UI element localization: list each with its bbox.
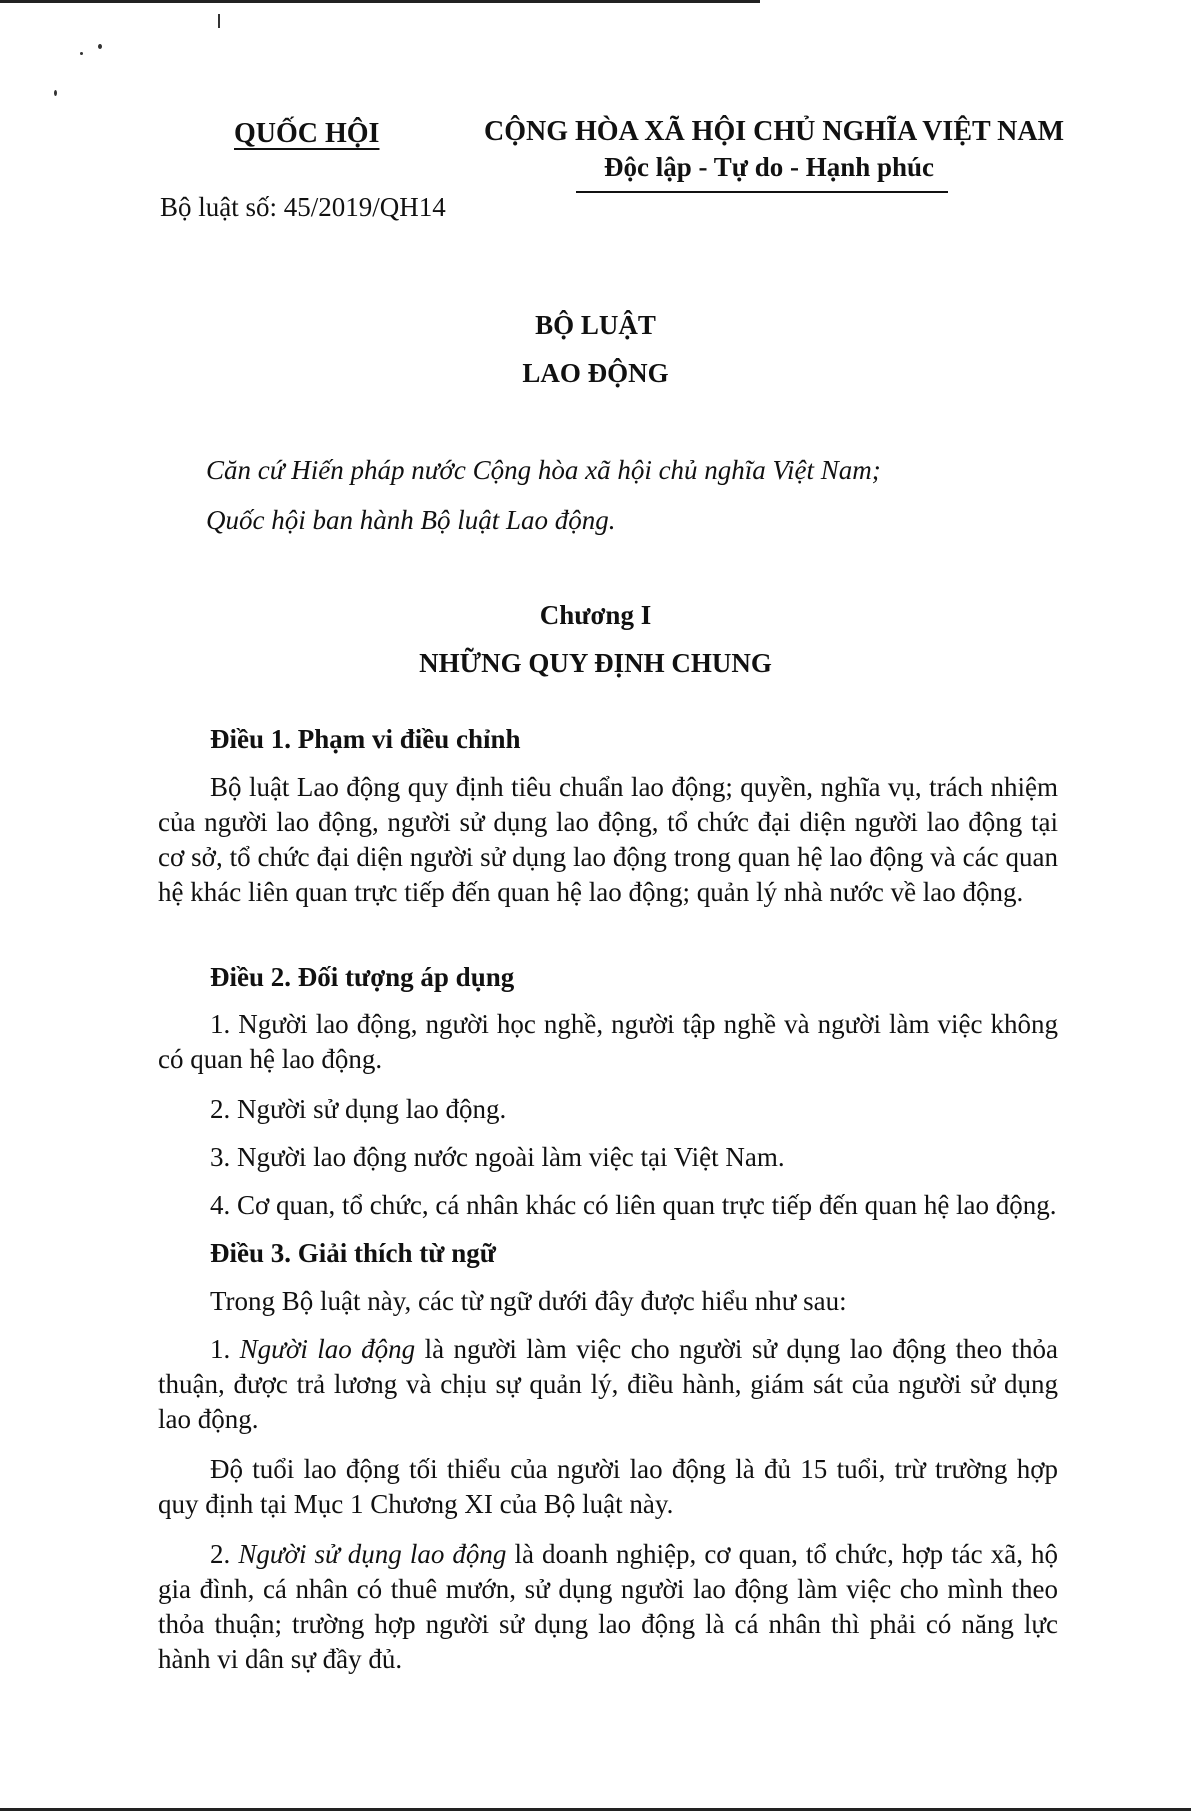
issuer-title: QUỐC HỘI	[234, 118, 380, 149]
article3-intro	[158, 1284, 1058, 1319]
defined-term: Người lao động	[239, 1334, 416, 1364]
article3-intro-text: Trong Bộ luật này, các từ ngữ dưới đây được hiểu như sau:	[210, 1286, 847, 1316]
national-motto: Độc lập - Tự do - Hạnh phúc	[604, 152, 935, 182]
law-number: Bộ luật số: 45/2019/QH14	[160, 192, 446, 222]
list-item: 2. Người sử dụng lao động.	[210, 1094, 507, 1124]
scan-speck	[80, 52, 83, 55]
scan-border-top	[0, 0, 760, 3]
motto-underline	[576, 191, 948, 193]
article1-text: Bộ luật Lao động quy định tiêu chuẩn lao động; quyền, nghĩa vụ, trách nhiệm của người lao động, người sử dụng lao động, tổ chức đại diện người lao động tại cơ sở, tổ chức đại diện người sử dụng lao động trong quan hệ lao động và các quan hệ khác liên quan trực tiếp đến quan hệ lao động; quản lý nhà nước về lao động.	[158, 772, 1058, 907]
scan-speck	[54, 90, 57, 96]
preamble-line: Quốc hội ban hành Bộ luật Lao động.	[206, 505, 616, 535]
definition-text: là người làm việc cho người sử dụng lao động theo thỏa thuận, được trả lương và chịu sự quản lý, điều hành, giám sát của người sử dụng lao động.	[158, 1334, 1058, 1434]
article3-note	[158, 1452, 1058, 1522]
scan-border-bottom	[0, 1808, 1191, 1811]
document-type: BỘ LUẬT	[535, 310, 656, 340]
document-name: LAO ĐỘNG	[522, 358, 669, 388]
item-number: 1.	[210, 1334, 240, 1364]
article-heading: Điều 3. Giải thích từ ngữ	[210, 1238, 496, 1268]
scan-speck	[98, 44, 102, 49]
defined-term: Người sử dụng lao động	[238, 1539, 507, 1569]
scan-speck	[218, 14, 220, 28]
list-item: 3. Người lao động nước ngoài làm việc tại Việt Nam.	[210, 1142, 785, 1172]
chapter-number: Chương I	[539, 600, 652, 630]
list-item: 1. Người lao động, người học nghề, người tập nghề và người làm việc không có quan hệ lao động.	[158, 1009, 1058, 1074]
article-heading: Điều 1. Phạm vi điều chỉnh	[210, 724, 521, 754]
article1-heading	[158, 722, 1058, 757]
definition-text: là doanh nghiệp, cơ quan, tổ chức, hợp tác xã, hộ gia đình, cá nhân có thuê mướn, sử dụng người lao động làm việc cho mình theo thỏa thuận; trường hợp người sử dụng lao động là cá nhân thì phải có năng lực hành vi dân sự đầy đủ.	[158, 1539, 1058, 1674]
definition-note: Độ tuổi lao động tối thiểu của người lao động là đủ 15 tuổi, trừ trường hợp quy định tại Mục 1 Chương XI của Bộ luật này.	[158, 1454, 1058, 1519]
article2-item3	[158, 1140, 1058, 1175]
article-heading: Điều 2. Đối tượng áp dụng	[210, 962, 515, 992]
article2-heading	[158, 960, 1058, 995]
definition-item	[158, 1537, 1058, 1677]
chapter-name: NHỮNG QUY ĐỊNH CHUNG	[419, 648, 772, 678]
list-item: 4. Cơ quan, tổ chức, cá nhân khác có liên quan trực tiếp đến quan hệ lao động.	[210, 1190, 1057, 1220]
article3-item1	[158, 1332, 1058, 1437]
item-number: 2.	[210, 1539, 239, 1569]
definition-item	[158, 1332, 1058, 1437]
country-title: CỘNG HÒA XÃ HỘI CHỦ NGHĨA VIỆT NAM	[484, 116, 1065, 147]
preamble-line: Căn cứ Hiến pháp nước Cộng hòa xã hội chủ nghĩa Việt Nam;	[206, 455, 881, 485]
article3-item2	[158, 1537, 1058, 1677]
article2-item4	[158, 1188, 1058, 1223]
article2-item1	[158, 1007, 1058, 1077]
article1-body	[158, 770, 1058, 910]
article3-heading	[158, 1236, 1058, 1271]
article2-item2	[158, 1092, 1058, 1127]
